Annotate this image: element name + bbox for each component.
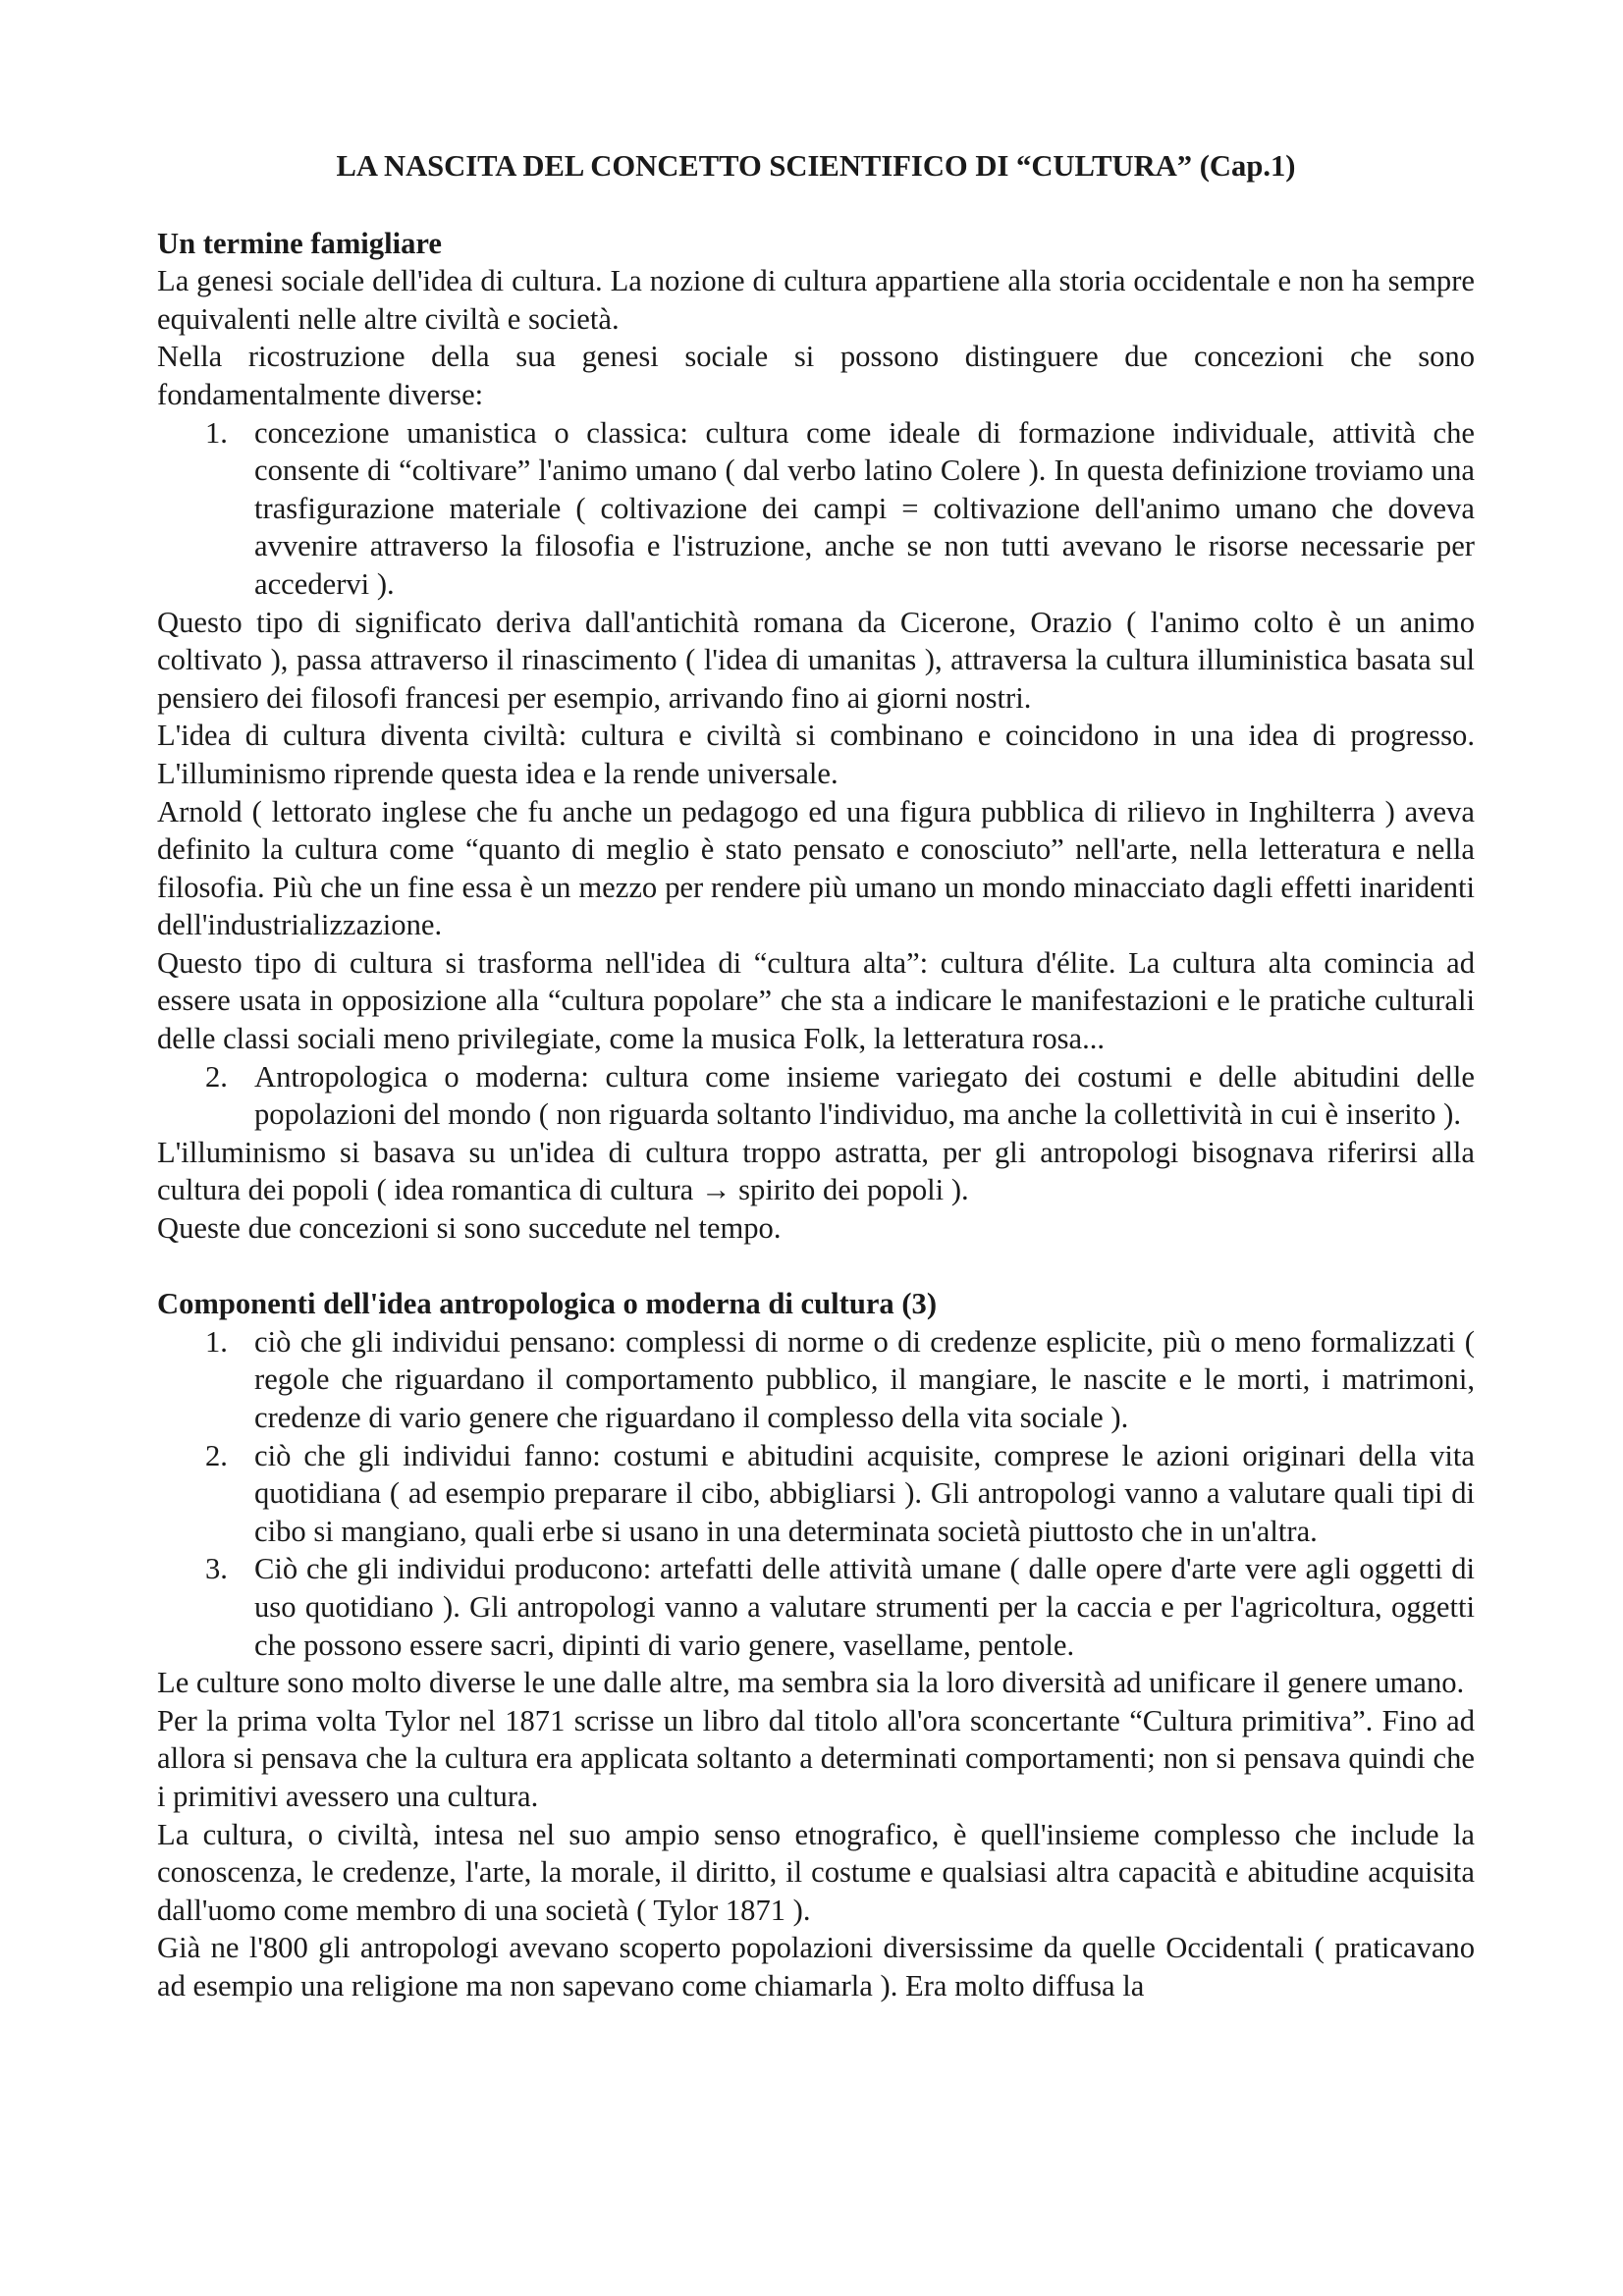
list-item-text: Ciò che gli individui producono: artefatti delle attività umane ( dalle opere d'arte vere agli oggetti di uso quotidiano ). Gli antropologi vanno a valutare strumenti per la caccia e per l'agricoltura, oggetti che possono essere sacri, dipinti di vario genere, vasellame, pentole. xyxy=(254,1552,1475,1662)
paragraph: Queste due concezioni si sono succedute nel tempo. xyxy=(157,1211,782,1246)
section-heading-componenti: Componenti dell'idea antropologica o moderna di cultura (3) xyxy=(157,1287,938,1321)
page-title: LA NASCITA DEL CONCETTO SCIENTIFICO DI “CULTURA” (Cap.1) xyxy=(336,149,1296,183)
list-number: 1. xyxy=(205,415,228,450)
list-item-text: concezione umanistica o classica: cultura come ideale di formazione individuale, attività che consente di “coltivare” l'animo umano ( dal verbo latino Colere ). In questa definizione troviamo una trasfigurazione materiale ( coltivazione dei campi = coltivazione dell'animo umano che doveva avvenire attraverso la filosofia e l'istruzione, anche se non tutti avevano le risorse necessarie per accedervi ). xyxy=(254,415,1475,601)
paragraph: Questo tipo di cultura si trasforma nell'idea di “cultura alta”: cultura d'élite. La cultura alta comincia ad essere usata in opposizione alla “cultura popolare” che sta a indicare le manifestazioni e le pratiche culturali delle classi sociali meno privilegiate, come la musica Folk, la letteratura rosa... xyxy=(157,945,1475,1056)
concept-list-1 xyxy=(157,414,1475,604)
list-number: 3. xyxy=(205,1552,228,1586)
paragraph: Questo tipo di significato deriva dall'antichità romana da Cicerone, Orazio ( l'animo colto è un animo coltivato ), passa attraverso il rinascimento ( l'idea di umanitas ), attraversa la cultura illuministica basata sul pensiero dei filosofi francesi per esempio, arrivando fino ai giorni nostri. xyxy=(157,605,1475,715)
paragraph: Nella ricostruzione della sua genesi sociale si possono distinguere due concezioni che sono fondamentalmente diverse: xyxy=(157,340,1475,411)
list-item xyxy=(157,1550,1475,1664)
list-item xyxy=(157,1323,1475,1437)
paragraph: Già ne l'800 gli antropologi avevano scoperto popolazioni diversissime da quelle Occidentali ( praticavano ad esempio una religione ma non sapevano come chiamarla ). Era molto diffusa la xyxy=(157,1931,1475,2002)
list-number: 2. xyxy=(205,1059,228,1094)
components-list xyxy=(157,1323,1475,1664)
list-number: 1. xyxy=(205,1324,228,1359)
list-item-text: ciò che gli individui pensano: complessi di norme o di credenze esplicite, più o meno formalizzati ( regole che riguardano il comportamento pubblico, il mangiare, le nascite e le morti, i matrimoni, credenze di vario genere che riguardano il complesso della vita sociale ). xyxy=(254,1324,1475,1434)
paragraph: Arnold ( lettorato inglese che fu anche un pedagogo ed una figura pubblica di rilievo in Inghilterra ) aveva definito la cultura come “quanto di meglio è stato pensato e conosciuto” nell'arte, nella letteratura e nella filosofia. Più che un fine essa è un mezzo per rendere più umano un mondo minacciato dagli effetti inaridenti dell'industrializzazione. xyxy=(157,794,1475,942)
section-heading-termine-famigliare: Un termine famigliare xyxy=(157,226,442,260)
document-page xyxy=(157,147,1475,2005)
paragraph: Per la prima volta Tylor nel 1871 scrisse un libro dal titolo all'ora sconcertante “Cultura primitiva”. Fino ad allora si pensava che la cultura era applicata soltanto a determinati comportamenti; non si pensava quindi che i primitivi avessero una cultura. xyxy=(157,1703,1475,1813)
paragraph: L'illuminismo si basava su un'idea di cultura troppo astratta, per gli antropologi bisognava riferirsi alla cultura dei popoli ( idea romantica di cultura → spirito dei popoli ). xyxy=(157,1135,1475,1207)
blank-line xyxy=(157,1248,1475,1286)
list-item xyxy=(157,1058,1475,1134)
list-item xyxy=(157,1437,1475,1551)
list-number: 2. xyxy=(205,1438,228,1472)
list-item xyxy=(157,414,1475,604)
list-item-text: Antropologica o moderna: cultura come insieme variegato dei costumi e delle abitudini delle popolazioni del mondo ( non riguarda soltanto l'individuo, ma anche la collettività in cui è inserito ). xyxy=(254,1059,1475,1132)
paragraph: La cultura, o civiltà, intesa nel suo ampio senso etnografico, è quell'insieme complesso che include la conoscenza, le credenze, l'arte, la morale, il diritto, il costume e qualsiasi altra capacità e abitudine acquisita dall'uomo come membro di una società ( Tylor 1871 ). xyxy=(157,1817,1475,1927)
paragraph: La genesi sociale dell'idea di cultura. La nozione di cultura appartiene alla storia occidentale e non ha sempre equivalenti nelle altre civiltà e società. xyxy=(157,264,1475,336)
paragraph: L'idea di cultura diventa civiltà: cultura e civiltà si combinano e coincidono in una idea di progresso. L'illuminismo riprende questa idea e la rende universale. xyxy=(157,719,1475,790)
paragraph: Le culture sono molto diverse le une dalle altre, ma sembra sia la loro diversità ad unificare il genere umano. xyxy=(157,1666,1465,1700)
concept-list-2 xyxy=(157,1058,1475,1134)
list-item-text: ciò che gli individui fanno: costumi e abitudini acquisite, comprese le azioni originari della vita quotidiana ( ad esempio preparare il cibo, abbigliarsi ). Gli antropologi vanno a valutare quali tipi di cibo si mangiano, quali erbe si usano in una determinata società piuttosto che in un'altra. xyxy=(254,1438,1475,1548)
